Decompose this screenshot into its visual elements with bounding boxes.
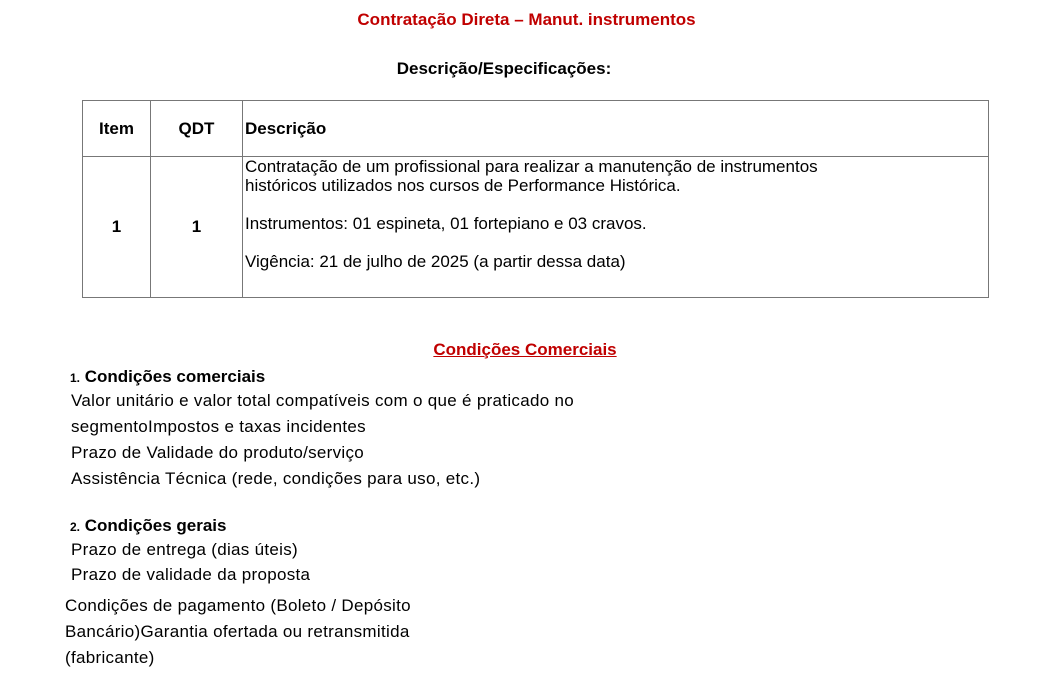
specifications-heading: Descrição/Especificações:	[396, 59, 612, 78]
description-line: Contratação de um profissional para realizar a manutenção de instrumentos	[245, 157, 818, 176]
table-row	[83, 157, 989, 298]
condition-line: Prazo de entrega (dias úteis)	[71, 540, 298, 559]
column-header-description: Descrição	[243, 101, 989, 157]
instruments-line: Instrumentos: 01 espineta, 01 fortepiano e 03 cravos.	[245, 214, 647, 233]
condition-line: Prazo de Validade do produto/serviço	[71, 443, 365, 462]
section-number: 1.	[70, 371, 81, 385]
section-number: 2.	[70, 520, 81, 534]
table-header-row	[83, 101, 989, 157]
section-heading-commercial	[70, 367, 265, 387]
condition-line: segmentoImpostos e taxas incidentes	[71, 417, 366, 436]
condition-line: Valor unitário e valor total compatíveis com o que é praticado no	[71, 391, 575, 410]
commercial-conditions-title: Condições Comerciais	[433, 340, 617, 359]
specifications-table	[82, 100, 989, 298]
item-quantity: 1	[151, 157, 243, 298]
condition-line: (fabricante)	[65, 648, 155, 667]
column-header-item: Item	[83, 101, 151, 157]
condition-line: Condições de pagamento (Boleto / Depósito	[65, 596, 411, 615]
section-heading-text: Condições comerciais	[84, 367, 266, 386]
item-description	[243, 157, 989, 298]
condition-line: Bancário)Garantia ofertada ou retransmitida	[65, 622, 410, 641]
item-number: 1	[83, 157, 151, 298]
condition-line: Assistência Técnica (rede, condições para uso, etc.)	[71, 469, 481, 488]
column-header-qdt: QDT	[151, 101, 243, 157]
document-title: Contratação Direta – Manut. instrumentos	[357, 10, 696, 29]
validity-line: Vigência: 21 de julho de 2025 (a partir dessa data)	[245, 252, 626, 271]
condition-line: Prazo de validade da proposta	[71, 565, 311, 584]
section-heading-general	[70, 516, 226, 536]
section-heading-text: Condições gerais	[84, 516, 227, 535]
description-line: históricos utilizados nos cursos de Performance Histórica.	[245, 176, 681, 195]
